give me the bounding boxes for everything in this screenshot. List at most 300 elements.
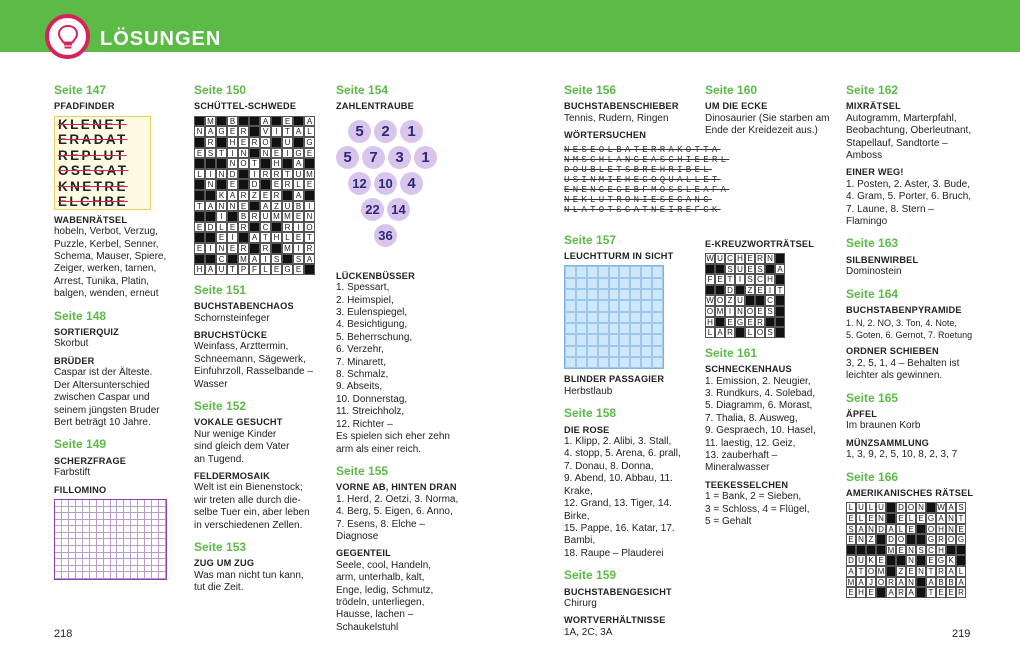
grid-cell (652, 278, 663, 289)
grid-cell (117, 526, 124, 533)
grid-cell: T (775, 285, 785, 296)
grid-cell (576, 346, 587, 357)
grid-cell (641, 312, 652, 323)
grid-cell: T (956, 513, 966, 524)
puzzle-title: BUCHSTABENGESICHT (564, 586, 672, 597)
grid-row: NLATOTSGATNEIREFGK (564, 204, 721, 215)
grid-cell (138, 500, 145, 507)
grid-cell (90, 520, 97, 527)
grid-cell (652, 357, 663, 368)
grid-cell (62, 559, 69, 566)
grid-cell (775, 295, 785, 306)
grid-cell (145, 546, 152, 553)
page-heading: Seite 163 (846, 236, 899, 251)
grid-cell (775, 253, 785, 264)
grid-cell: R (956, 587, 966, 598)
grid-cell (576, 278, 587, 289)
grid-cell (117, 572, 124, 579)
puzzle-title: GEGENTEIL (336, 548, 391, 559)
grid-cell: J (866, 577, 876, 588)
page-number-right: 219 (952, 628, 971, 640)
lightbulb-icon (57, 24, 79, 50)
grid-cell: R (755, 253, 765, 264)
grid-cell: H (936, 545, 946, 556)
answer-text: Schornsteinfeger (194, 312, 270, 324)
grid-cell (111, 566, 118, 573)
grid-cell: E (194, 148, 205, 159)
grid-cell: D (896, 502, 906, 513)
grid-cell (916, 587, 926, 598)
grid-cell: R (271, 169, 282, 180)
number-circle: 7 (362, 146, 385, 169)
puzzle-title: MIXRÄTSEL (846, 101, 901, 112)
grid-cell: E (304, 148, 315, 159)
grid-cell: I (293, 243, 304, 254)
column-3 (336, 84, 466, 634)
grid-cell (104, 533, 111, 540)
grid-cell (227, 211, 238, 222)
grid-cell (90, 546, 97, 553)
grid-cell (619, 266, 630, 277)
grid-cell (271, 116, 282, 127)
grid-cell: E (846, 587, 856, 598)
grid-cell (124, 572, 131, 579)
grid-cell: U (735, 264, 745, 275)
grid-cell: L (304, 126, 315, 137)
grid-cell: H (765, 274, 775, 285)
grid-cell (90, 553, 97, 560)
grid-cell (609, 266, 620, 277)
grid-cell (249, 116, 260, 127)
grid-cell: L (216, 222, 227, 233)
puzzle-title: VORNE AB, HINTEN DRAN (336, 482, 457, 493)
grid-cell (104, 546, 111, 553)
grid-cell (619, 312, 630, 323)
grid-cell (76, 500, 83, 507)
grid-cell (630, 323, 641, 334)
grid-cell: A (775, 264, 785, 275)
grid-cell: L (705, 327, 715, 338)
grid-cell (104, 566, 111, 573)
grid-cell: A (946, 566, 956, 577)
grid-cell (304, 264, 315, 275)
grid-cell: E (745, 317, 755, 328)
grid-cell (598, 278, 609, 289)
grid-cell: L (282, 232, 293, 243)
grid-cell (609, 334, 620, 345)
grid-cell: T (194, 201, 205, 212)
grid-cell: I (282, 148, 293, 159)
page-heading: Seite 160 (705, 83, 758, 97)
grid-cell (609, 346, 620, 357)
grid-cell: E (725, 317, 735, 328)
grid-cell (124, 533, 131, 540)
grid-cell: N (876, 513, 886, 524)
grid-cell: S (745, 274, 755, 285)
grid-cell (131, 520, 138, 527)
grid-cell (97, 553, 104, 560)
grid-cell (159, 533, 166, 540)
puzzle-title: LEUCHTTURM IN SICHT (564, 251, 674, 262)
page-heading: Seite 166 (846, 469, 899, 484)
page-number-left: 218 (54, 628, 73, 640)
grid-cell (145, 559, 152, 566)
column-5 (705, 84, 840, 528)
page-heading: Seite 154 (336, 83, 389, 97)
grid-cell: E (293, 211, 304, 222)
grid-cell: N (735, 306, 745, 317)
grid-cell (138, 533, 145, 540)
grid-cell: P (238, 264, 249, 275)
grid-cell (62, 553, 69, 560)
grid-cell: C (926, 545, 936, 556)
grid-cell (76, 507, 83, 514)
grid-cell: W (706, 296, 714, 306)
grid-cell: T (260, 232, 271, 243)
grid-cell: Z (725, 295, 735, 306)
grid-cell (609, 278, 620, 289)
grid-cell: N (238, 148, 249, 159)
answer-text: Im braunen Korb (846, 420, 921, 432)
grid-cell: N (216, 201, 227, 212)
grid-cell (97, 526, 104, 533)
grid-cell (97, 559, 104, 566)
grid-cell: R (238, 243, 249, 254)
grid-cell (735, 285, 745, 296)
answer-text: hobeln, Verbot, Verzug, Puzzle, Kerbel, Senner, Schema, Mauser, Spiere, Zeiger, werken, tarnen, Arrest, Tunika, Platin, balgen, wenden, erneut (54, 226, 167, 300)
grid-cell: Z (896, 566, 906, 577)
page-heading: Seite 159 (564, 568, 617, 583)
grid-cell: R (205, 137, 216, 148)
grid-cell (609, 323, 620, 334)
grid-cell: B (238, 211, 249, 222)
grid-row: NESEOLBATERRAKOTTA (564, 144, 721, 155)
answer-text: Nur wenige Kinder sind gleich dem Vater an Tugend. (194, 428, 290, 465)
grid-cell: L (866, 502, 876, 513)
grid-cell (886, 555, 896, 566)
puzzle-title: ORDNER SCHIEBEN (846, 346, 939, 357)
grid-cell: H (735, 253, 745, 264)
grid-cell: M (282, 243, 293, 254)
grid-cell: N (856, 534, 866, 545)
grid-cell (652, 334, 663, 345)
grid-cell: O (304, 222, 315, 233)
leuchtturm-grid (564, 265, 664, 369)
grid-cell: R (725, 327, 735, 338)
grid-cell (152, 539, 159, 546)
grid-cell: O (746, 307, 754, 316)
grid-cell: I (304, 201, 315, 212)
grid-cell (55, 539, 62, 546)
grid-cell (90, 566, 97, 573)
puzzle-title: EINER WEG! (846, 167, 904, 178)
grid-cell: M (304, 169, 315, 180)
grid-cell (641, 334, 652, 345)
grid-cell (62, 520, 69, 527)
grid-cell: N (906, 545, 916, 556)
page-heading: Seite 158 (564, 406, 617, 421)
grid-cell (576, 266, 587, 277)
grid-cell (152, 572, 159, 579)
grid-cell: E (916, 513, 926, 524)
grid-cell: E (238, 137, 249, 148)
grid-cell: N (194, 126, 205, 137)
answer-text: Dinosaurier (Sie starben am Ende der Kreidezeit aus.) (705, 112, 830, 137)
grid-cell (194, 179, 205, 190)
grid-cell (76, 559, 83, 566)
grid-cell: N (205, 179, 216, 190)
grid-cell (565, 323, 576, 334)
answer-text: Caspar ist der Älteste. Der Altersunterschied zwischen Caspar und seinem jüngsten Bruder Bert beträgt 10 Jahre. (54, 367, 160, 428)
puzzle-title: AMERIKANISCHES RÄTSEL (846, 487, 974, 498)
grid-cell: O (877, 577, 885, 587)
grid-cell: U (260, 211, 271, 222)
grid-cell: S (765, 327, 775, 338)
number-circle: 1 (400, 120, 423, 143)
grid-cell (62, 546, 69, 553)
grid-cell (159, 546, 166, 553)
grid-cell (145, 566, 152, 573)
grid-cell (76, 566, 83, 573)
grid-cell: D (227, 169, 238, 180)
grid-cell: R (249, 137, 260, 148)
grid-cell (124, 559, 131, 566)
grid-cell (755, 295, 765, 306)
grid-cell: E (956, 524, 966, 535)
grid-cell (846, 545, 856, 556)
grid-cell (104, 513, 111, 520)
grid-cell: G (282, 264, 293, 275)
grid-cell: N (227, 201, 238, 212)
grid-cell (576, 300, 587, 311)
grid-cell (249, 201, 260, 212)
answer-text: Welt ist ein Bienenstock; wir treten alle durch die- selbe Tuer ein, aber leben in verschiedenen Zellen. (194, 482, 310, 531)
grid-cell (90, 526, 97, 533)
grid-cell (69, 526, 76, 533)
grid-cell (652, 300, 663, 311)
grid-cell: A (249, 232, 260, 243)
grid-row: ELCHBE (58, 194, 128, 210)
grid-cell: G (927, 535, 935, 545)
grid-cell: D (846, 555, 856, 566)
puzzle-title: SORTIERQUIZ (54, 327, 119, 338)
grid-cell (55, 553, 62, 560)
grid-cell (111, 507, 118, 514)
grid-cell (90, 513, 97, 520)
grid-cell (598, 357, 609, 368)
grid-cell (76, 526, 83, 533)
grid-cell (775, 306, 785, 317)
grid-cell (205, 254, 216, 265)
grid-cell: G (216, 126, 227, 137)
grid-cell (282, 254, 293, 265)
grid-cell (641, 300, 652, 311)
grid-cell: O (897, 535, 905, 545)
grid-cell: R (260, 243, 271, 254)
grid-cell (111, 520, 118, 527)
grid-cell (956, 545, 966, 556)
grid-cell: E (293, 264, 304, 275)
grid-cell (641, 346, 652, 357)
grid-row: OSEGAT (58, 163, 129, 179)
grid-cell (131, 500, 138, 507)
grid-cell: A (856, 577, 866, 588)
grid-cell (159, 526, 166, 533)
column-1 (54, 84, 179, 583)
grid-cell (69, 520, 76, 527)
page-heading: Seite 164 (846, 286, 899, 301)
grid-cell (55, 507, 62, 514)
page-heading: Seite 153 (194, 540, 247, 555)
grid-cell (205, 190, 216, 201)
grid-cell (886, 502, 896, 513)
grid-cell (83, 500, 90, 507)
grid-cell: E (271, 148, 282, 159)
grid-cell: L (745, 327, 755, 338)
page-heading: Seite 151 (194, 282, 247, 297)
grid-cell (598, 300, 609, 311)
grid-cell (83, 507, 90, 514)
grid-cell: H (227, 137, 238, 148)
grid-cell (152, 526, 159, 533)
grid-cell (124, 500, 131, 507)
grid-cell: O (756, 328, 764, 338)
grid-cell: O (706, 307, 714, 316)
grid-cell (145, 533, 152, 540)
grid-cell (194, 158, 205, 169)
grid-cell (886, 566, 896, 577)
grid-cell (587, 334, 598, 345)
grid-cell (293, 116, 304, 127)
grid-cell (271, 137, 282, 148)
grid-row: REPLUT (58, 147, 127, 163)
grid-cell: A (715, 327, 725, 338)
grid-cell (576, 312, 587, 323)
grid-cell: A (293, 126, 304, 137)
grid-cell (117, 553, 124, 560)
grid-cell (159, 520, 166, 527)
grid-cell: U (282, 201, 293, 212)
grid-cell (565, 278, 576, 289)
grid-cell (145, 500, 152, 507)
grid-cell (238, 169, 249, 180)
grid-cell: I (725, 306, 735, 317)
grid-cell (111, 533, 118, 540)
grid-cell: C (755, 274, 765, 285)
grid-cell (205, 232, 216, 243)
grid-cell: M (887, 545, 895, 555)
grid-cell: E (282, 116, 293, 127)
grid-cell: K (216, 190, 227, 201)
answer-text: Dominostein (846, 266, 902, 278)
grid-cell: E (216, 232, 227, 243)
grid-cell: N (304, 211, 315, 222)
grid-cell: H (856, 587, 866, 598)
grid-cell (916, 577, 926, 588)
grid-cell: A (886, 524, 896, 535)
puzzle-title: ZUG UM ZUG (194, 558, 255, 569)
grid-cell (111, 526, 118, 533)
grid-cell: D (249, 179, 260, 190)
grid-cell (97, 546, 104, 553)
puzzle-title: MÜNZSAMMLUNG (846, 437, 930, 448)
grid-cell (886, 513, 896, 524)
grid-cell: N (916, 502, 926, 513)
grid-cell: A (260, 116, 271, 127)
grid-cell: T (926, 566, 936, 577)
grid-cell (652, 289, 663, 300)
page-heading: Seite 162 (846, 83, 899, 97)
grid-cell (619, 323, 630, 334)
grid-cell (111, 572, 118, 579)
grid-cell (587, 357, 598, 368)
grid-cell (565, 300, 576, 311)
grid-cell: U (282, 137, 293, 148)
page-heading: Seite 161 (705, 345, 758, 360)
grid-cell (90, 559, 97, 566)
grid-cell (83, 539, 90, 546)
grid-cell (111, 559, 118, 566)
grid-cell (641, 323, 652, 334)
grid-cell: Z (745, 285, 755, 296)
grid-cell (117, 546, 124, 553)
grid-cell: E (926, 555, 936, 566)
puzzle-title: DIE ROSE (564, 424, 610, 435)
answer-text: Tennis, Rudern, Ringen (564, 112, 669, 124)
grid-cell: A (227, 190, 238, 201)
grid-cell: T (725, 274, 735, 285)
grid-cell: T (227, 264, 238, 275)
grid-cell: U (293, 169, 304, 180)
grid-cell (152, 533, 159, 540)
grid-cell: B (946, 577, 956, 588)
grid-cell (293, 137, 304, 148)
grid-cell (271, 243, 282, 254)
grid-cell (90, 572, 97, 579)
grid-cell (111, 553, 118, 560)
grid-cell: V (260, 126, 271, 137)
page-heading: Seite 149 (54, 437, 107, 452)
answer-text: 3, 2, 5, 1, 4 – Behalten ist leichter als gewinnen. (846, 357, 960, 382)
grid-cell: E (227, 179, 238, 190)
grid-cell (216, 116, 227, 127)
grid-cell (598, 266, 609, 277)
grid-cell: E (304, 179, 315, 190)
grid-cell: U (856, 555, 866, 566)
puzzle-title: SCHNECKENHAUS (705, 364, 792, 375)
grid-cell (131, 553, 138, 560)
grid-cell (124, 513, 131, 520)
grid-cell (630, 346, 641, 357)
grid-cell (249, 222, 260, 233)
grid-cell (194, 190, 205, 201)
grid-cell: A (304, 254, 315, 265)
grid-cell (194, 137, 205, 148)
grid-cell (705, 285, 715, 296)
grid-cell (587, 266, 598, 277)
grid-cell: O (867, 566, 875, 576)
grid-cell (83, 533, 90, 540)
grid-cell: D (876, 524, 886, 535)
answer-text: 1. N, 2. NO, 3. Ton, 4. Note, 5. Goten, 6. Gernot, 7. Roetung (846, 317, 973, 340)
grid-cell (83, 513, 90, 520)
grid-cell (576, 289, 587, 300)
grid-cell: L (194, 169, 205, 180)
grid-cell: I (216, 211, 227, 222)
number-circle: 1 (414, 146, 437, 169)
grid-cell: L (856, 513, 866, 524)
grid-cell: T (216, 148, 227, 159)
